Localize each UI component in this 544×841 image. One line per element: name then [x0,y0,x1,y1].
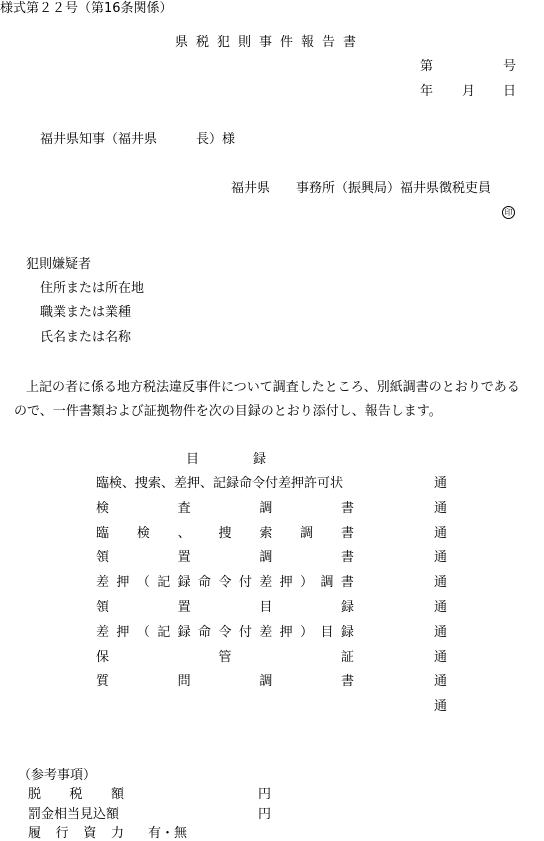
catalog-item-char: ） [300,625,314,640]
catalog-item-unit: 通 [434,699,448,714]
reference-heading: （参考事項） [18,768,97,783]
catalog-item-char: 領 [96,600,110,615]
label-char: 額 [110,787,124,802]
fine-yen: 円 [258,807,272,822]
catalog-item-unit: 通 [434,650,448,665]
catalog-item-char: （ [136,575,150,590]
catalog-item-char: 録 [177,625,191,640]
catalog-item-char: 記 [157,625,171,640]
catalog-item-char: 質 [96,674,110,689]
catalog-item-char: ） [300,575,314,590]
catalog-item-char: 検 [96,501,110,516]
label-char: 税 [69,787,83,802]
tax-evasion-yen: 円 [258,787,272,802]
catalog-item-char: 証 [340,650,354,665]
catalog-item-char: 管 [218,650,232,665]
sender-office: 福井県 事務所（振興局）福井県徴税吏員 [231,181,492,196]
catalog-item [96,551,354,564]
catalog-item-char: 書 [340,526,354,541]
catalog-item-char: 書 [340,501,354,516]
seal-mark: 印 [502,206,515,219]
catalog-item-char: 差 [96,575,110,590]
catalog-item [96,527,354,540]
catalog-item-unit: 通 [434,526,448,541]
catalog-item-char: 命 [198,575,212,590]
body-text-line1: 上記の者に係る地方税法違反事件について調査したところ、別紙調書のとおりである [26,380,520,395]
number-label-right: 号 [503,59,517,74]
catalog-item [96,651,354,664]
catalog-item-char: 押 [116,625,130,640]
catalog-item-char: （ [136,625,150,640]
catalog-heading-right: 録 [253,452,267,467]
catalog-item-char: 目 [259,600,273,615]
tax-evasion-label [28,788,124,801]
date-year: 年 [420,84,434,99]
label-char: 資 [83,826,97,841]
catalog-item-char: 調 [259,501,273,516]
addressee: 福井県知事（福井県 長）様 [40,132,236,147]
catalog-item [96,675,354,688]
fine-label: 罰金相当見込額 [28,807,120,822]
catalog-item-char: 差 [96,625,110,640]
catalog-item-char: 索 [259,526,273,541]
date-month: 月 [462,84,476,99]
catalog-item-unit: 通 [434,476,448,491]
catalog-item-char: 調 [259,550,273,565]
catalog-item-char: 付 [238,625,252,640]
catalog-item-char: 記 [157,575,171,590]
date-day: 日 [503,84,517,99]
catalog-item-char: 置 [177,550,191,565]
suspect-address: 住所または所在地 [40,281,145,296]
catalog-item-unit: 通 [434,501,448,516]
catalog-item-char: 臨 [96,526,110,541]
catalog-item [96,477,354,490]
catalog-item-char: 録 [340,600,354,615]
suspect-heading: 犯則嫌疑者 [26,257,92,272]
catalog-item-char: 目 [320,625,334,640]
catalog-item-char: 押 [279,625,293,640]
catalog-heading-left: 目 [186,452,200,467]
catalog-item-char: 差 [259,625,273,640]
page-title: 県税犯則事件報告書 [175,35,365,50]
catalog-item-char: 調 [300,526,314,541]
catalog-item-char: 書 [340,674,354,689]
catalog-item-char: 令 [218,575,232,590]
catalog-item-char: 令 [218,625,232,640]
catalog-item-char: 問 [177,674,191,689]
catalog-item-char: 検 [136,526,150,541]
catalog-item-unit: 通 [434,625,448,640]
ability-label [28,827,124,840]
catalog-item [96,601,354,614]
catalog-item-label: 臨検、捜索、差押、記録命令付差押許可状 [96,476,344,491]
catalog-item-char: 録 [177,575,191,590]
catalog-item-char: 査 [177,501,191,516]
label-char: 行 [55,826,69,841]
catalog-item-char: 置 [177,600,191,615]
catalog-item-char: 保 [96,650,110,665]
catalog-item-char: 録 [340,625,354,640]
catalog-item-char: 差 [259,575,273,590]
catalog-item-char: 捜 [218,526,232,541]
ability-options: 有・無 [148,826,188,841]
catalog-item-char: 調 [320,575,334,590]
label-char: 力 [110,826,124,841]
label-char: 脱 [28,787,42,802]
suspect-occupation: 職業または業種 [40,305,132,320]
catalog-item-char: 書 [340,575,354,590]
catalog-item-unit: 通 [434,550,448,565]
catalog-item-unit: 通 [434,575,448,590]
catalog-item-char: 命 [198,625,212,640]
label-char: 履 [28,826,42,841]
catalog-item-char: 、 [177,526,191,541]
suspect-name: 氏名または名称 [40,330,132,345]
catalog-item-char: 付 [238,575,252,590]
catalog-item [96,626,354,639]
catalog-item-char: 調 [259,674,273,689]
number-label-left: 第 [420,59,434,74]
body-text-line2: ので、一件書類および証拠物件を次の目録のとおり添付し、報告します。 [14,404,442,419]
catalog-item-char: 押 [116,575,130,590]
catalog-item [96,502,354,515]
catalog-item-unit: 通 [434,600,448,615]
catalog-item-char: 押 [279,575,293,590]
catalog-item-char: 領 [96,550,110,565]
form-number: 様式第２２号（第16条関係） [0,1,173,16]
catalog-item-unit: 通 [434,674,448,689]
catalog-item [96,576,354,589]
catalog-item-char: 書 [340,550,354,565]
